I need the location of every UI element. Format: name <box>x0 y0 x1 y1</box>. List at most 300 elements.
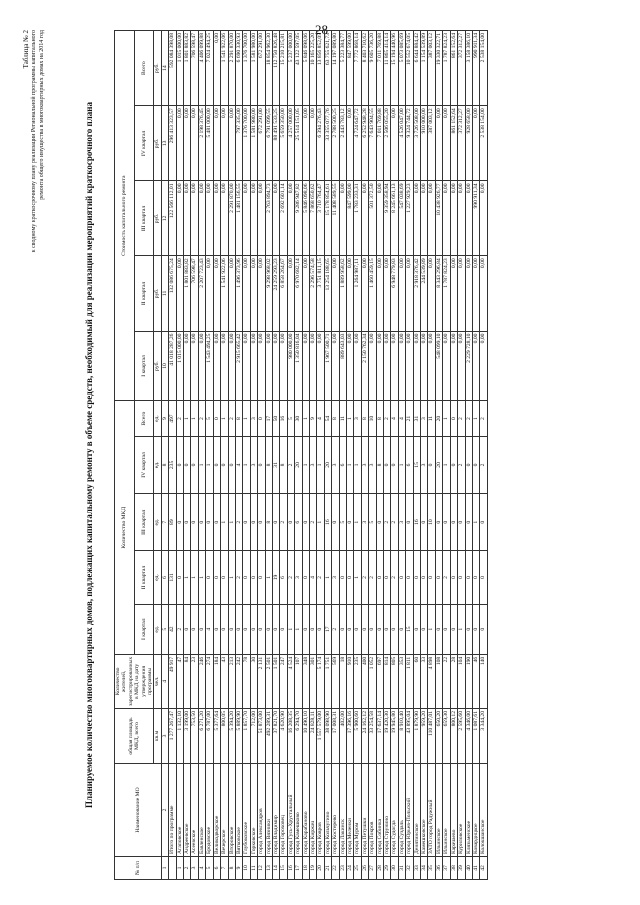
cell-n: 10 <box>243 857 250 880</box>
cell-c4: 2 506 055,20 <box>384 106 391 181</box>
cell-call: 592 084 398,08 <box>169 31 176 106</box>
cell-people: 4 524 <box>287 654 294 708</box>
cell-all: 0 <box>258 401 265 436</box>
cell-q4: 8 <box>280 436 287 493</box>
cell-q4: 2 <box>480 436 487 493</box>
cell-area: 8 910,40 <box>398 709 405 764</box>
cell-c3: 0,00 <box>272 181 279 256</box>
cell-call: 1 787 824,23 <box>443 31 450 106</box>
cell-c2: 0,00 <box>302 256 309 331</box>
col-area: общая площадь МКД, всего <box>115 709 154 764</box>
unit: ед. <box>154 436 161 493</box>
cell-c3: 0,00 <box>213 181 220 256</box>
cell-call: 11 865 414,14 <box>384 31 391 106</box>
cell-q1: 0 <box>250 604 257 654</box>
table-row <box>184 31 191 880</box>
cell-q2: 0 <box>450 551 457 605</box>
cell-c1: 0,00 <box>391 331 398 401</box>
cell-q4: 2 <box>458 436 465 493</box>
cell-c1: 0,00 <box>406 331 413 401</box>
cell-c3: 9 286 947,82 <box>295 181 302 256</box>
cell-area: 3 344,20 <box>480 709 487 764</box>
cell-c2: 0,00 <box>228 256 235 331</box>
cell-c3: 0,00 <box>421 181 428 256</box>
cell-people: 104 <box>458 654 465 708</box>
table-row <box>176 31 183 880</box>
cell-c1: 0,00 <box>354 331 361 401</box>
cell-area: 959,20 <box>421 709 428 764</box>
cell-c3: 0,00 <box>176 181 183 256</box>
rotated-table-page <box>22 30 622 880</box>
cell-call: 1 581 980,00 <box>250 31 257 106</box>
cell-all: 1 <box>184 401 191 436</box>
cell-c2: 13 254 188,65 <box>324 256 331 331</box>
cell-q3: 0 <box>302 494 309 551</box>
cell-area: 17 008,31 <box>332 709 339 764</box>
cell-call: 112 750 826,48 <box>272 31 279 106</box>
col-cost-q4: IV квартал <box>134 106 154 181</box>
cell-q4: 31 <box>272 436 279 493</box>
cell-q1: 0 <box>369 604 376 654</box>
cell-c2: 0,00 <box>287 256 294 331</box>
cell-c4: 0,00 <box>228 106 235 181</box>
cell-q1: 0 <box>243 604 250 654</box>
cell-c1: 0,00 <box>413 331 420 401</box>
cell-area: 800,05 <box>221 709 228 764</box>
table-row <box>295 31 302 880</box>
cell-n <box>169 857 176 880</box>
cell-q1: 15 <box>406 604 413 654</box>
cell-q2: 0 <box>428 551 435 605</box>
cell-c3: 0,00 <box>221 181 228 256</box>
cell-all: 8 <box>332 401 339 436</box>
table-row <box>480 31 487 880</box>
cell-n: 42 <box>480 857 487 880</box>
cell-q1: 0 <box>302 604 309 654</box>
cell-n: 3 <box>191 857 198 880</box>
cell-c2: 24 259 293,23 <box>272 256 279 331</box>
cell-n: 25 <box>354 857 361 880</box>
cell-people: 190 <box>465 654 472 708</box>
cell-q4: 1 <box>243 436 250 493</box>
cell-q1: 0 <box>339 604 346 654</box>
cell-c2: 0,00 <box>243 256 250 331</box>
table-row <box>354 31 361 880</box>
cell-name: Вятковское <box>235 764 242 857</box>
cell-q4: 20 <box>295 436 302 493</box>
cell-n: 9 <box>235 857 242 880</box>
cell-n: 17 <box>295 857 302 880</box>
cell-q2: 2 <box>317 551 324 605</box>
cell-area: 5 394,20 <box>228 709 235 764</box>
cell-q1: 0 <box>272 604 279 654</box>
cell-n: 40 <box>465 857 472 880</box>
cell-c3: 547 038,69 <box>398 181 405 256</box>
cell-q4: 0 <box>428 436 435 493</box>
cell-n: 7 <box>221 857 228 880</box>
cell-n: 33 <box>413 857 420 880</box>
cell-all: 4 <box>391 401 398 436</box>
cell-call: 8 403 710,62 <box>361 31 368 106</box>
unit: руб. <box>154 106 161 181</box>
cell-call: 15 210 215,81 <box>280 31 287 106</box>
cell-n: 31 <box>398 857 405 880</box>
cell-c1: 0,00 <box>480 331 487 401</box>
cell-c2: 0,00 <box>472 256 479 331</box>
cell-all: 3 <box>354 401 361 436</box>
cell-name: Асеевское <box>191 764 198 857</box>
cell-people: 246 <box>198 654 205 708</box>
table-row <box>421 31 428 880</box>
cell-call: 14 197 089,80 <box>332 31 339 106</box>
cell-n: 36 <box>435 857 442 880</box>
cell-c3: 11 408 589,55 <box>332 181 339 256</box>
cell-name: город Гороховец <box>280 764 287 857</box>
cell-all: 16 <box>280 401 287 436</box>
cell-c4: 0,00 <box>347 106 354 181</box>
cell-c4: 9 324 744,72 <box>406 106 413 181</box>
cell-q1: 2 <box>332 604 339 654</box>
cell-q4: 3 <box>421 436 428 493</box>
cell-q2: 3 <box>332 551 339 605</box>
cell-people: 1 052 <box>369 654 376 708</box>
cell-all: 3 <box>421 401 428 436</box>
cell-name: Ковардицкое <box>472 764 479 857</box>
cell-c3: 3 710 764,47 <box>317 181 324 256</box>
cell-call: 10 552 674,05 <box>406 31 413 106</box>
cell-n: 38 <box>450 857 457 880</box>
cell-q4: 1 <box>398 436 405 493</box>
cell-q3: 0 <box>198 494 205 551</box>
cell-q2: 0 <box>480 551 487 605</box>
cell-c2: 3 751 811,15 <box>317 256 324 331</box>
cell-people: 1 811 <box>406 654 413 708</box>
cell-q2: 0 <box>258 551 265 605</box>
cell-c3: 0,00 <box>184 181 191 256</box>
cell-call: 4 406 099,88 <box>198 31 205 106</box>
cell-people: 569 <box>332 654 339 708</box>
cell-q1: 0 <box>443 604 450 654</box>
cell-c4: 6 394 276,43 <box>317 106 324 181</box>
column-index: 13 <box>161 106 168 181</box>
cell-q2: 1 <box>265 551 272 605</box>
cell-name: город Кольчугино <box>324 764 331 857</box>
cell-c3: 501 372,50 <box>369 181 376 256</box>
cell-q4: 0 <box>228 436 235 493</box>
cell-n: 28 <box>376 857 383 880</box>
column-index: 11 <box>161 256 168 331</box>
cell-call: 3 158 386,10 <box>465 31 472 106</box>
cell-c1: 980 000,00 <box>287 331 294 401</box>
cell-name: город Судогда <box>391 764 398 857</box>
cell-name: Камешковское <box>421 764 428 857</box>
column-index: 10 <box>161 331 168 401</box>
cell-q3: 1 <box>228 494 235 551</box>
cell-c1: 1 350 816,04 <box>295 331 302 401</box>
cell-q1: 0 <box>191 604 198 654</box>
cell-name: город Костерево <box>332 764 339 857</box>
col-cost-q2: II квартал <box>134 256 154 331</box>
cell-name: Агаповское <box>176 764 183 857</box>
cell-q1: 2 <box>176 604 183 654</box>
cell-q2: 0 <box>302 551 309 605</box>
unit: руб. <box>154 256 161 331</box>
cell-people: 2 501 <box>265 654 272 708</box>
cell-c2: 0,00 <box>384 256 391 331</box>
cell-area: 10 490,10 <box>302 709 309 764</box>
cell-call: 6 690 330,93 <box>235 31 242 106</box>
cell-n: 20 <box>317 857 324 880</box>
cell-q3: 1 <box>354 494 361 551</box>
cell-c1: 41 018 287,26 <box>169 331 176 401</box>
cell-people: 697 <box>376 654 383 708</box>
cell-q3: 6 <box>295 494 302 551</box>
cell-people: 1 751 <box>324 654 331 708</box>
cell-q4: 0 <box>258 436 265 493</box>
cell-q2: 0 <box>413 551 420 605</box>
table-row <box>391 31 398 880</box>
cell-q1: 0 <box>354 604 361 654</box>
cell-q2: 0 <box>206 551 213 605</box>
cell-n: 6 <box>213 857 220 880</box>
cell-call: 5 223 384,77 <box>339 31 346 106</box>
cell-call: 7 024 494,25 <box>206 31 213 106</box>
cell-q3: 5 <box>369 494 376 551</box>
cell-q2: 1 <box>184 551 191 605</box>
table-row <box>376 31 383 880</box>
cell-c2: 1 889 958,62 <box>339 256 346 331</box>
cell-c4: 6 252 948,28 <box>361 106 368 181</box>
cell-c1: 0,00 <box>458 331 465 401</box>
column-index: 1 <box>161 857 168 880</box>
cell-c3: 0,00 <box>198 181 205 256</box>
cell-call: 9 605 736,20 <box>369 31 376 106</box>
cell-c1: 0,00 <box>191 331 198 401</box>
cell-c4: 1 376 700,00 <box>243 106 250 181</box>
cell-q2: 2 <box>369 551 376 605</box>
cell-c4: 3 726 508,00 <box>413 106 420 181</box>
cell-c4: 861 152,64 <box>450 106 457 181</box>
cell-call: 387 003,12 <box>428 31 435 106</box>
cell-name: город Петушки <box>361 764 368 857</box>
cell-q1: 0 <box>280 604 287 654</box>
cell-q4: 0 <box>176 436 183 493</box>
cell-all: 9 <box>309 401 316 436</box>
cell-name: город Карабаново <box>302 764 309 857</box>
cell-call: 706 598,47 <box>191 31 198 106</box>
cell-q3: 0 <box>176 494 183 551</box>
cell-c2: 0,00 <box>398 256 405 331</box>
cell-c1: 0,00 <box>472 331 479 401</box>
col-q1: I квартал <box>134 604 154 654</box>
cell-q1: 4 <box>206 604 213 654</box>
cell-q1: 0 <box>421 604 428 654</box>
cell-n: 19 <box>309 857 316 880</box>
cell-all: 2 <box>384 401 391 436</box>
cell-area: 4 346,00 <box>465 709 472 764</box>
cell-c1: 0,00 <box>184 331 191 401</box>
cell-c3: 0,00 <box>243 181 250 256</box>
cell-c3: 0,00 <box>413 181 420 256</box>
cell-q2: 0 <box>347 551 354 605</box>
cell-c4: 4 526 047,00 <box>398 106 405 181</box>
table-row <box>191 31 198 880</box>
cell-q3: 2 <box>309 494 316 551</box>
cell-n: 2 <box>184 857 191 880</box>
cell-area: 19 420,30 <box>384 709 391 764</box>
cell-c3: 1 481 156,55 <box>235 181 242 256</box>
table-body <box>169 31 487 880</box>
cell-people: 28 <box>450 654 457 708</box>
cell-area: 6 787,00 <box>206 709 213 764</box>
cell-q3: 0 <box>250 494 257 551</box>
cell-q4: 1 <box>206 436 213 493</box>
cell-c2: 0,00 <box>332 256 339 331</box>
cell-name: город Струнино <box>384 764 391 857</box>
cell-c3: 0,00 <box>480 181 487 256</box>
cell-n: 21 <box>324 857 331 880</box>
cell-q2: 0 <box>421 551 428 605</box>
cell-q3: 0 <box>435 494 442 551</box>
cell-q4: 8 <box>265 436 272 493</box>
cell-q1: 0 <box>480 604 487 654</box>
cell-name: Вечерское <box>221 764 228 857</box>
cell-c2: 0,00 <box>361 256 368 331</box>
cell-q3: 0 <box>272 494 279 551</box>
cell-q2: 131 <box>169 551 176 605</box>
table-row <box>361 31 368 880</box>
table-row <box>384 31 391 880</box>
cell-c3: 0,00 <box>443 181 450 256</box>
cell-c4: 6 791 099,55 <box>265 106 272 181</box>
cell-all: 1 <box>243 401 250 436</box>
cell-c3: 0,00 <box>206 181 213 256</box>
cell-q3: 0 <box>332 494 339 551</box>
cell-c3: 1 227 929,23 <box>406 181 413 256</box>
cell-q1: 0 <box>347 604 354 654</box>
cell-c2: 0,00 <box>213 256 220 331</box>
cell-name: Горковское <box>250 764 257 857</box>
cell-people: 2 131 <box>258 654 265 708</box>
cell-q3: 0 <box>206 494 213 551</box>
cell-q4: 15 <box>413 436 420 493</box>
cell-q4: 0 <box>221 436 228 493</box>
cell-q4: 0 <box>391 436 398 493</box>
cell-q4: 0 <box>450 436 457 493</box>
unit: чел. <box>154 654 161 708</box>
cell-people: 274 <box>206 654 213 708</box>
cell-all: 3 <box>250 401 257 436</box>
cell-area: 753,50 <box>191 709 198 764</box>
cell-name: Денятинское <box>413 764 420 857</box>
cell-q1: 0 <box>228 604 235 654</box>
cell-call: 847 599,00 <box>347 31 354 106</box>
cell-q1: 0 <box>265 604 272 654</box>
cell-q1: 0 <box>450 604 457 654</box>
table-row <box>228 31 235 880</box>
cell-q2: 1 <box>198 551 205 605</box>
cell-c3: 2 291 870,00 <box>228 181 235 256</box>
table-heading: Планируемое количество многоквартирных домов, подлежащих капитальному ремонту в объеме средств, необходимый для реализации мероприятий краткосрочного плана <box>84 102 94 808</box>
cell-q2: 0 <box>435 551 442 605</box>
cell-call: 2 291 870,00 <box>228 31 235 106</box>
cell-n: 1 <box>176 857 183 880</box>
cell-q3: 0 <box>258 494 265 551</box>
table-row <box>309 31 316 880</box>
cell-name: Бавленское <box>198 764 205 857</box>
cell-c2: 244 539,89 <box>421 256 428 331</box>
cell-people: 22 <box>443 654 450 708</box>
cell-area: 5 377,64 <box>213 709 220 764</box>
cell-q3: 0 <box>480 494 487 551</box>
cell-all: 11 <box>339 401 346 436</box>
col-cost-all: Всего <box>134 31 154 106</box>
cell-c1: 0,00 <box>302 331 309 401</box>
cell-name: Карачаево <box>450 764 457 857</box>
cell-q3: 0 <box>458 494 465 551</box>
cell-q4: 1 <box>354 436 361 493</box>
cell-people: 49 917 <box>169 654 176 708</box>
cell-c2: 1 264 987,11 <box>354 256 361 331</box>
table-row <box>169 31 176 880</box>
cell-n: 8 <box>228 857 235 880</box>
cell-c2: 9 298 968,02 <box>265 256 272 331</box>
cell-c4: 0,00 <box>309 106 316 181</box>
cell-people: 46 <box>472 654 479 708</box>
mkd-table <box>114 30 488 880</box>
cell-q1: 0 <box>391 604 398 654</box>
cell-c4: 88 491 533,25 <box>272 106 279 181</box>
table-row <box>398 31 405 880</box>
cell-c2: 1 801 883,82 <box>184 256 191 331</box>
cell-q3: 16 <box>324 494 331 551</box>
cell-call: 19 330 322,71 <box>435 31 442 106</box>
cell-n: 13 <box>265 857 272 880</box>
cell-area: 712,00 <box>250 709 257 764</box>
cell-c1: 0,00 <box>221 331 228 401</box>
unit: руб. <box>154 331 161 401</box>
cell-all: 17 <box>265 401 272 436</box>
cell-c1: 0,00 <box>376 331 383 401</box>
cell-c4: 0,00 <box>184 106 191 181</box>
cell-q2: 19 <box>272 551 279 605</box>
cell-c2: 0,00 <box>258 256 265 331</box>
cell-people: 348 <box>302 654 309 708</box>
cell-q3: 1 <box>317 494 324 551</box>
column-index-row <box>161 31 168 880</box>
cell-call: 5 073 085,69 <box>398 31 405 106</box>
cell-c4: 33 355 077,76 <box>324 106 331 181</box>
cell-c4: 0,00 <box>221 106 228 181</box>
cell-n: 32 <box>406 857 413 880</box>
cell-c4: 0,00 <box>213 106 220 181</box>
cell-area: 2 595,60 <box>458 709 465 764</box>
cell-c4: 672 291,00 <box>258 106 265 181</box>
table-row <box>258 31 265 880</box>
appendix-note <box>22 30 46 460</box>
cell-q4: 0 <box>472 436 479 493</box>
cell-n: 15 <box>280 857 287 880</box>
cell-c1: 0,00 <box>421 331 428 401</box>
cell-q2: 4 <box>309 551 316 605</box>
cell-c2: 0,00 <box>347 256 354 331</box>
cell-area: 6 271,20 <box>198 709 205 764</box>
cell-all: 8 <box>376 401 383 436</box>
cell-q3: 0 <box>287 494 294 551</box>
unit: ед. <box>154 401 161 436</box>
table-row <box>428 31 435 880</box>
cell-c4: 5 481 000,00 <box>206 106 213 181</box>
